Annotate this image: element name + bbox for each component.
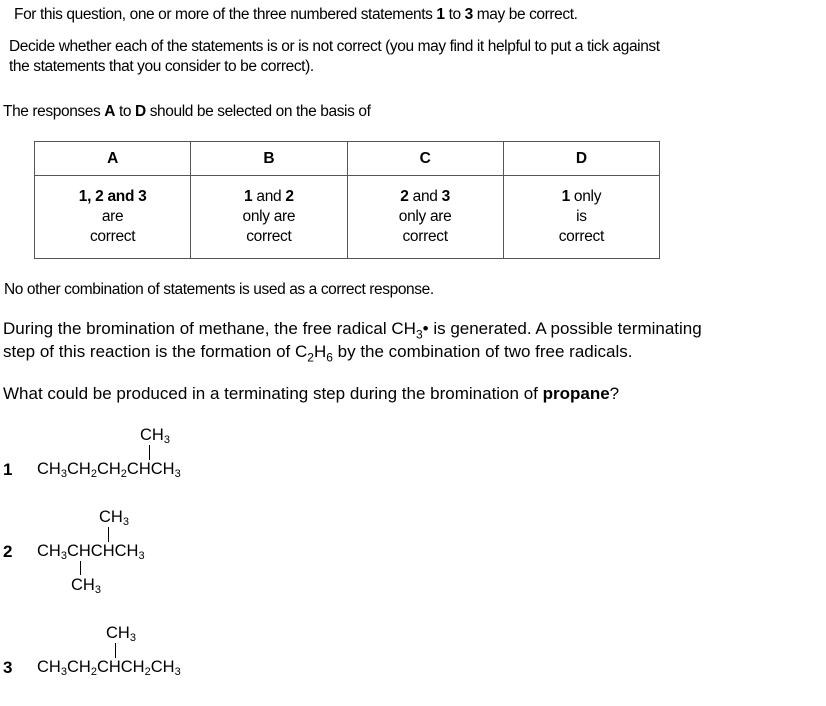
- cell-c: 2 and 3 only are correct: [347, 176, 503, 259]
- option-1-bond: [149, 445, 150, 460]
- header-a: A: [35, 142, 191, 176]
- option-2-number: 2: [3, 542, 13, 561]
- option-2-branch-top: $CH_3$: [99, 508, 129, 528]
- option-1-formula: $CH_3CH_2CH_2CHCH_3$: [37, 460, 181, 480]
- cell-d: 1 only is correct: [503, 176, 659, 259]
- header-d: D: [503, 142, 659, 176]
- intro-line-1: For this question, one or more of the three numbered statements 1 to 3 may be correct.: [14, 6, 578, 23]
- intro-line-2: Decide whether each of the statements is or is not correct (you may find it helpful to put a tick against: [9, 38, 660, 55]
- option-3-bond: [115, 643, 116, 658]
- option-3-formula: $CH_3CH_2CHCH_2CH_3$: [37, 658, 181, 678]
- option-3-number: 3: [3, 658, 13, 677]
- option-1-number: 1: [3, 460, 13, 479]
- cell-a: 1, 2 and 3 are correct: [35, 176, 191, 259]
- header-c: C: [347, 142, 503, 176]
- option-2-branch-bottom: $CH_3$: [71, 576, 101, 596]
- option-1-branch: $CH_3$: [140, 426, 170, 446]
- note-text: No other combination of statements is used as a correct response.: [4, 281, 434, 298]
- stem-line-2: step of this reaction is the formation of $C_2H_6$ by the combination of two free radicals.: [3, 342, 633, 365]
- option-3-branch: $CH_3$: [106, 624, 136, 644]
- option-2-formula: $CH_3CHCHCH_3$: [37, 542, 145, 562]
- option-2-bond-top: [108, 527, 109, 542]
- stem-line-1: During the bromination of methane, the free radical $CH_3•$ is generated. A possible terminating: [3, 319, 702, 342]
- intro-line-4: The responses A to D should be selected on the basis of: [3, 103, 371, 120]
- cell-b: 1 and 2 only are correct: [191, 176, 347, 259]
- intro-line-3: the statements that you consider to be correct).: [9, 58, 314, 75]
- table-row: [35, 176, 660, 259]
- question-text: What could be produced in a terminating step during the bromination of propane?: [3, 384, 620, 403]
- table-header-row: [35, 142, 660, 176]
- response-key-table: [34, 141, 660, 259]
- option-2-bond-bottom: [80, 561, 81, 575]
- header-b: B: [191, 142, 347, 176]
